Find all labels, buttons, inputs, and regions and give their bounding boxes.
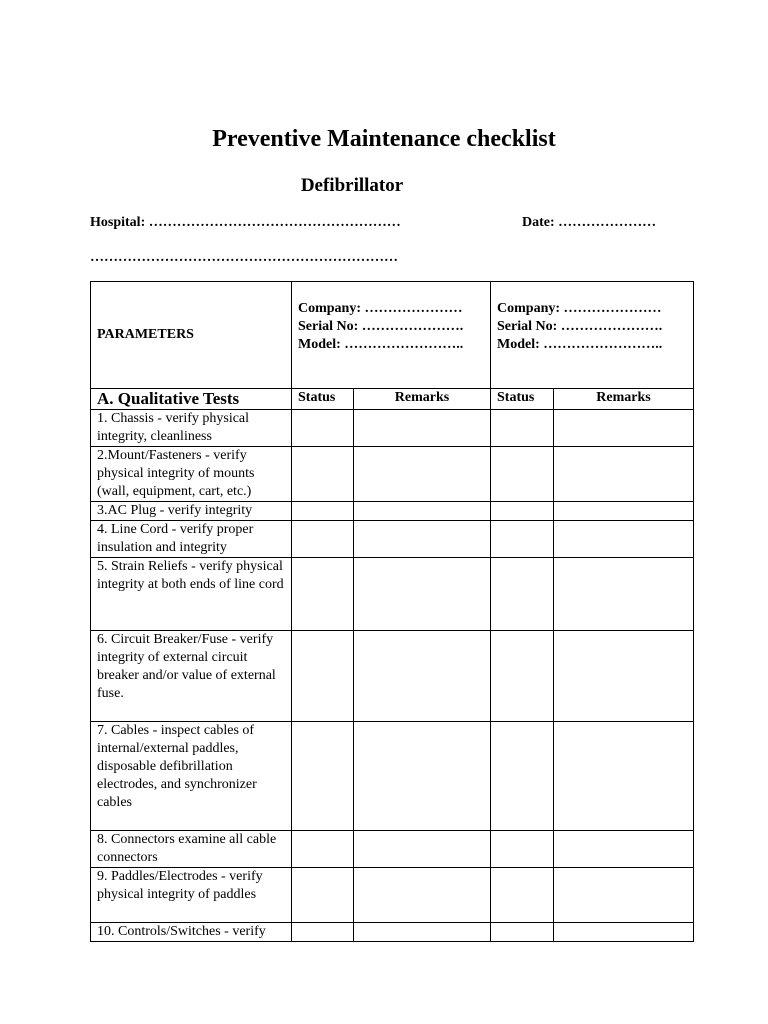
status-cell-2[interactable] (491, 831, 554, 868)
table-row (91, 502, 694, 521)
device-2-serial: Serial No: …………………. (497, 319, 663, 334)
status-cell-2[interactable] (491, 631, 554, 722)
table-row (91, 447, 694, 502)
table-row (91, 558, 694, 631)
table-row (91, 410, 694, 447)
remarks-cell-2[interactable] (554, 447, 694, 502)
device-1-serial: Serial No: …………………. (298, 319, 464, 334)
remarks-cell-2[interactable] (554, 722, 694, 831)
table-row (91, 631, 694, 722)
section-title: A. Qualitative Tests (91, 389, 292, 410)
device-1-model: Model: …………………….. (298, 337, 464, 352)
parameter-label: 2.Mount/Fasteners - verify physical integrity of mounts (wall, equipment, cart, etc.) (91, 447, 292, 502)
status-cell-2[interactable] (491, 722, 554, 831)
remarks-header-2: Remarks (554, 389, 694, 410)
remarks-cell-2[interactable] (554, 631, 694, 722)
hospital-field: Hospital: ……………………………………………… (90, 215, 401, 230)
status-cell-1[interactable] (292, 410, 354, 447)
section-header-row (91, 389, 694, 410)
device-1-info (292, 282, 491, 389)
status-cell-1[interactable] (292, 502, 354, 521)
parameter-label: 8. Connectors examine all cable connectors (91, 831, 292, 868)
remarks-cell-2[interactable] (554, 410, 694, 447)
status-cell-1[interactable] (292, 831, 354, 868)
parameter-label: 10. Controls/Switches - verify (91, 923, 292, 942)
parameter-label: 7. Cables - inspect cables of internal/external paddles, disposable defibrillation electrodes, and synchronizer cables (91, 722, 292, 831)
remarks-cell-1[interactable] (354, 831, 491, 868)
remarks-cell-1[interactable] (354, 558, 491, 631)
status-cell-1[interactable] (292, 923, 354, 942)
remarks-cell-1[interactable] (354, 868, 491, 923)
parameter-label: 1. Chassis - verify physical integrity, cleanliness (91, 410, 292, 447)
table-row (91, 521, 694, 558)
status-cell-2[interactable] (491, 521, 554, 558)
remarks-cell-1[interactable] (354, 410, 491, 447)
remarks-cell-1[interactable] (354, 502, 491, 521)
parameter-label: 5. Strain Reliefs - verify physical integrity at both ends of line cord (91, 558, 292, 631)
status-header-1: Status (292, 389, 354, 410)
status-cell-2[interactable] (491, 868, 554, 923)
device-2-info (491, 282, 694, 389)
remarks-cell-1[interactable] (354, 631, 491, 722)
table-header-row (91, 282, 694, 389)
parameter-label: 4. Line Cord - verify proper insulation and integrity (91, 521, 292, 558)
remarks-cell-2[interactable] (554, 558, 694, 631)
parameter-label: 9. Paddles/Electrodes - verify physical integrity of paddles (91, 868, 292, 923)
remarks-cell-2[interactable] (554, 502, 694, 521)
status-cell-1[interactable] (292, 722, 354, 831)
device-1-company: Company: ………………… (298, 301, 463, 316)
page-title: Preventive Maintenance checklist (212, 126, 556, 152)
status-cell-1[interactable] (292, 868, 354, 923)
parameters-header: PARAMETERS (91, 282, 292, 389)
status-cell-1[interactable] (292, 631, 354, 722)
remarks-cell-1[interactable] (354, 722, 491, 831)
table-row (91, 831, 694, 868)
status-cell-2[interactable] (491, 923, 554, 942)
status-cell-1[interactable] (292, 558, 354, 631)
page-subtitle: Defibrillator (300, 175, 404, 196)
remarks-cell-2[interactable] (554, 521, 694, 558)
status-cell-2[interactable] (491, 558, 554, 631)
remarks-cell-2[interactable] (554, 923, 694, 942)
table-row (91, 868, 694, 923)
remarks-cell-1[interactable] (354, 447, 491, 502)
status-cell-1[interactable] (292, 521, 354, 558)
status-header-2: Status (491, 389, 554, 410)
table-row (91, 722, 694, 831)
remarks-cell-2[interactable] (554, 831, 694, 868)
remarks-cell-2[interactable] (554, 868, 694, 923)
status-cell-2[interactable] (491, 502, 554, 521)
remarks-cell-1[interactable] (354, 521, 491, 558)
device-2-company: Company: ………………… (497, 301, 662, 316)
device-2-model: Model: …………………….. (497, 337, 663, 352)
parameter-label: 6. Circuit Breaker/Fuse - verify integrity of external circuit breaker and/or value of external fuse. (91, 631, 292, 722)
remarks-cell-1[interactable] (354, 923, 491, 942)
status-cell-2[interactable] (491, 410, 554, 447)
status-cell-1[interactable] (292, 447, 354, 502)
remarks-header-1: Remarks (354, 389, 491, 410)
date-field: Date: ………………… (522, 215, 657, 230)
parameter-label: 3.AC Plug - verify integrity (91, 502, 292, 521)
checklist-table (90, 281, 694, 942)
table-row (91, 923, 694, 942)
status-cell-2[interactable] (491, 447, 554, 502)
hospital-field-line2: ………………………………………………………… (90, 250, 398, 265)
